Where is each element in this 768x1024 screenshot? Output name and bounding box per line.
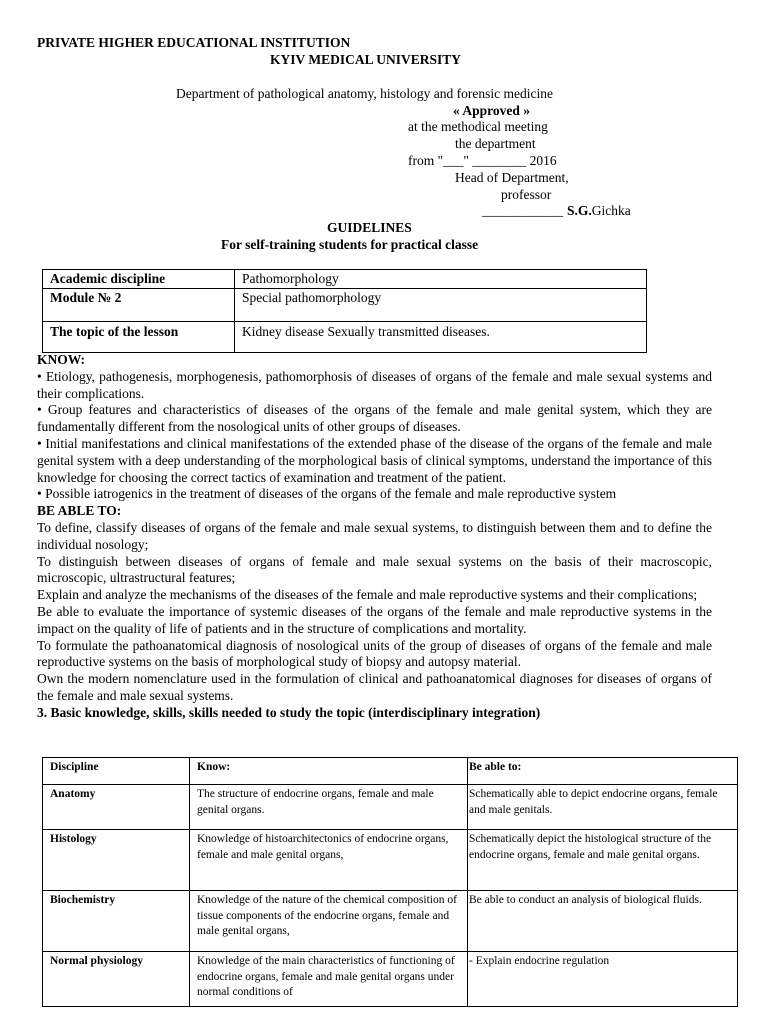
approved-label: « Approved » bbox=[453, 103, 531, 118]
table-row bbox=[43, 952, 738, 1007]
module-value: Kidney disease Sexually transmitted diseases. bbox=[235, 322, 647, 353]
able-cell: Schematically depict the histological structure of the endocrine organs, female and male genital organs. bbox=[468, 830, 738, 891]
able-heading: BE ABLE TO: bbox=[37, 503, 122, 519]
university-title: KYIV MEDICAL UNIVERSITY bbox=[270, 52, 462, 67]
integration-table bbox=[42, 757, 738, 1007]
approval-head: Head of Department, bbox=[455, 170, 569, 185]
able-item: Be able to evaluate the importance of systemic diseases of the organs of the female and male reproductive systems in the impact on the quality of life of patients and in the structure of complications and mortality. bbox=[37, 603, 712, 636]
table-row bbox=[43, 289, 647, 322]
know-item: • Etiology, pathogenesis, morphogenesis, pathomorphosis of diseases of organs of the female and male sexual systems and their complications. bbox=[37, 368, 712, 401]
table-row bbox=[43, 891, 738, 952]
able-item: To distinguish between diseases of organs of female and male sexual systems on the basis of their macroscopic, microscopic, ultrastructural features; bbox=[37, 553, 712, 586]
signature-blank: ____________ bbox=[482, 203, 563, 218]
guidelines-subtitle: For self-training students for practical classe bbox=[221, 237, 479, 252]
module-table bbox=[42, 269, 647, 353]
module-value: Pathomorphology bbox=[235, 270, 647, 289]
table-row bbox=[43, 785, 738, 830]
signature-initials: S.G. bbox=[567, 203, 592, 218]
institution-title: PRIVATE HIGHER EDUCATIONAL INSTITUTION bbox=[37, 35, 351, 50]
know-cell: The structure of endocrine organs, female and male genital organs. bbox=[190, 785, 468, 830]
module-value: Special pathomorphology bbox=[235, 289, 647, 322]
module-key: Module № 2 bbox=[43, 289, 235, 322]
discipline-cell: Normal physiology bbox=[43, 952, 190, 1007]
discipline-cell: Biochemistry bbox=[43, 891, 190, 952]
know-item: • Initial manifestations and clinical manifestations of the extended phase of the disease of the organs of the female and male genital system with a deep understanding of the morphological basis of clinical symptoms, understand the importance of this knowledge for choosing the correct tactics of examination and treatment of the patient. bbox=[37, 435, 712, 485]
table-row bbox=[43, 322, 647, 353]
column-header: Know: bbox=[190, 758, 468, 785]
know-cell: Knowledge of histoarchitectonics of endocrine organs, female and male genital organs, bbox=[190, 830, 468, 891]
column-header: Be able to: bbox=[468, 758, 738, 785]
body-text bbox=[37, 352, 712, 722]
know-cell: Knowledge of the main characteristics of functioning of endocrine organs, female and male genital organs under normal conditions of bbox=[190, 952, 468, 1007]
module-key: Academic discipline bbox=[43, 270, 235, 289]
know-item: • Possible iatrogenics in the treatment of diseases of the organs of the female and male reproductive system bbox=[37, 486, 617, 502]
section3-heading: 3. Basic knowledge, skills, skills needed to study the topic (interdisciplinary integration) bbox=[37, 704, 541, 720]
approval-line-department: the department bbox=[455, 136, 536, 151]
able-cell: Be able to conduct an analysis of biological fluids. bbox=[468, 891, 738, 952]
table-header-row bbox=[43, 758, 738, 785]
table-row bbox=[43, 830, 738, 891]
discipline-cell: Anatomy bbox=[43, 785, 190, 830]
know-item: • Group features and characteristics of diseases of the organs of the female and male genital system, which they are fundamentally different from the nosological units of other groups of diseases. bbox=[37, 402, 712, 435]
department-name: Department of pathological anatomy, histology and forensic medicine bbox=[176, 86, 554, 101]
discipline-cell: Histology bbox=[43, 830, 190, 891]
module-key: The topic of the lesson bbox=[43, 322, 235, 353]
able-cell: Schematically able to depict endocrine organs, female and male genitals. bbox=[468, 785, 738, 830]
know-heading: KNOW: bbox=[37, 352, 86, 367]
guidelines-title: GUIDELINES bbox=[327, 220, 412, 235]
approval-line-meeting: at the methodical meeting bbox=[408, 119, 548, 134]
signature-surname: Gichka bbox=[591, 203, 631, 218]
approval-date-line: from "___" ________ 2016 bbox=[408, 153, 557, 168]
able-item: To formulate the pathoanatomical diagnosis of nosological units of the group of diseases of organs of the female and male reproductive systems on the basis of morphological study of biopsy and autopsy material. bbox=[37, 637, 712, 670]
approval-position: professor bbox=[501, 187, 552, 202]
column-header: Discipline bbox=[43, 758, 190, 785]
table-row bbox=[43, 270, 647, 289]
able-cell: - Explain endocrine regulation bbox=[468, 952, 738, 1007]
able-item: Own the modern nomenclature used in the formulation of clinical and pathoanatomical diagnoses for diseases of organs of the female and male sexual systems. bbox=[37, 671, 712, 703]
know-cell: Knowledge of the nature of the chemical composition of tissue components of the endocrine organs, female and male genital organs, bbox=[190, 891, 468, 952]
approval-signature bbox=[482, 203, 631, 219]
able-item: To define, classify diseases of organs of the female and male sexual systems, to distinguish between them and to define the individual nosology; bbox=[37, 519, 712, 552]
able-item: Explain and analyze the mechanisms of the diseases of the female and male reproductive systems and their complications; bbox=[37, 587, 698, 603]
